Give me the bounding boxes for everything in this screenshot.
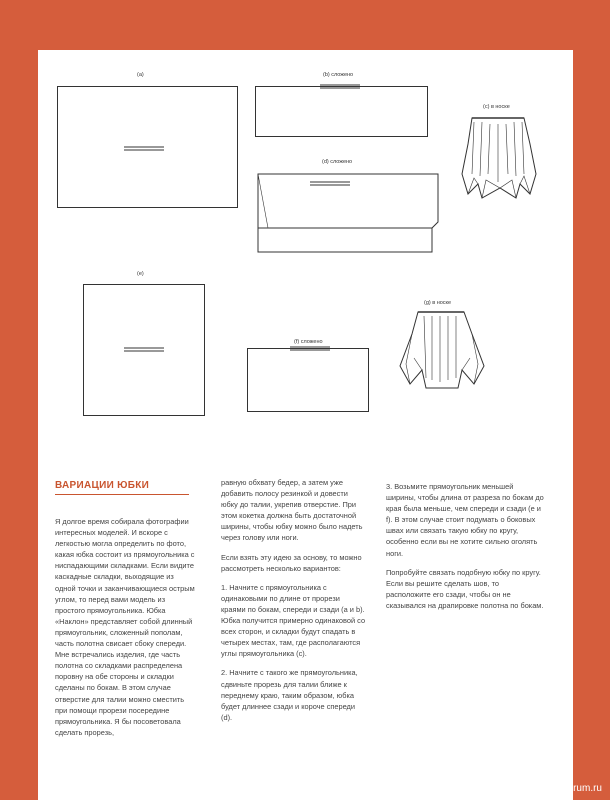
figure-g-drape [398,308,488,398]
paragraph: 2. Начните с такого же прямоугольника, сдвиньте прорезь для талии ближе к переднему краю, таким образом, юбка будет длиннее сзади и короче спереди (d). [221,668,358,722]
text-column-1 [55,516,195,746]
site-watermark: PassionForum.ru [525,783,602,794]
paragraph: равную обхвату бедер, а затем уже добавить полосу резинкой и довести юбку до талии, укрепив отверстие. При этом кокетка должна быть достаточной ширины, чтобы юбку можно было надеть через голову или ноги. [221,478,363,543]
text-column-2 [221,477,366,731]
figure-f-slit [288,344,332,352]
figure-e-slit [122,347,166,353]
paragraph: 1. Начните с прямоугольника с одинаковыми по длине от прорези краями по бокам, спереди и сзади (a и b). Юбка получится примерно одинаковой со всех сторон, и складки будут спадать в четырех местах, там, где располагаются углы прямоугольника (c). [221,582,366,659]
figure-f-label: (f) сложено [294,339,323,345]
figure-g-label: (g) в носке [424,300,452,306]
text-column-3 [386,481,544,619]
figure-d-folded [252,168,442,258]
figure-b-rectangle [255,86,428,137]
figure-b-slit [318,82,362,90]
paragraph: 3. Возьмите прямоугольник меньшей ширины, чтобы длина от разреза по бокам до края была меньше, чем спереди и сзади (e и f). В этом случае стоит подумать о боковых швах или связать такую юбку по кругу, особенно если вы не хотите сильно оголять ноги. [386,482,544,558]
figure-c-label: (c) в носке [483,104,510,110]
figure-e-label: (e) [137,271,144,277]
figure-c-drape [460,114,540,204]
figure-d-label: (d) сложено [322,159,353,165]
paragraph: Если взять эту идею за основу, то можно рассмотреть несколько вариантов: [221,552,362,573]
skirt-diagrams [38,50,573,450]
paragraph: Попробуйте связать подобную юбку по кругу. Если вы решите сделать шов, то расположите его сзади, чтобы он не сказывался на драпировке полотна по бокам. [386,567,544,610]
page [38,50,573,800]
figure-b-label: (b) сложено [323,72,354,78]
figure-a-slit [122,146,166,152]
section-heading: ВАРИАЦИИ ЮБКИ [55,480,150,491]
paragraph: Я долгое время собирала фотографии интересных моделей. И вскоре с легкостью могла определить по фото, какая юбка состоит из прямоугольника с ниспадающими складками. Если видите каскадные складки, выходящие из одной точки и заканчивающиеся острым углом, то перед вами модель из простого прямоугольника. Юбка «Наклон» представляет собой длинный прямоугольник, сложенный пополам, часть полотна свисает сбоку спереди. Мне встречались изделия, где часть полотна со складками распределена поровну на обе стороны и складки сделаны по бокам. В этом случае отверстие для талии можно сместить при помощи прорези посередине прямоугольника. Я бы посоветовала сделать прорезь, [55,517,195,737]
heading-underline [55,494,189,495]
figure-f-rectangle [247,348,369,412]
figure-a-label: (a) [137,72,144,78]
